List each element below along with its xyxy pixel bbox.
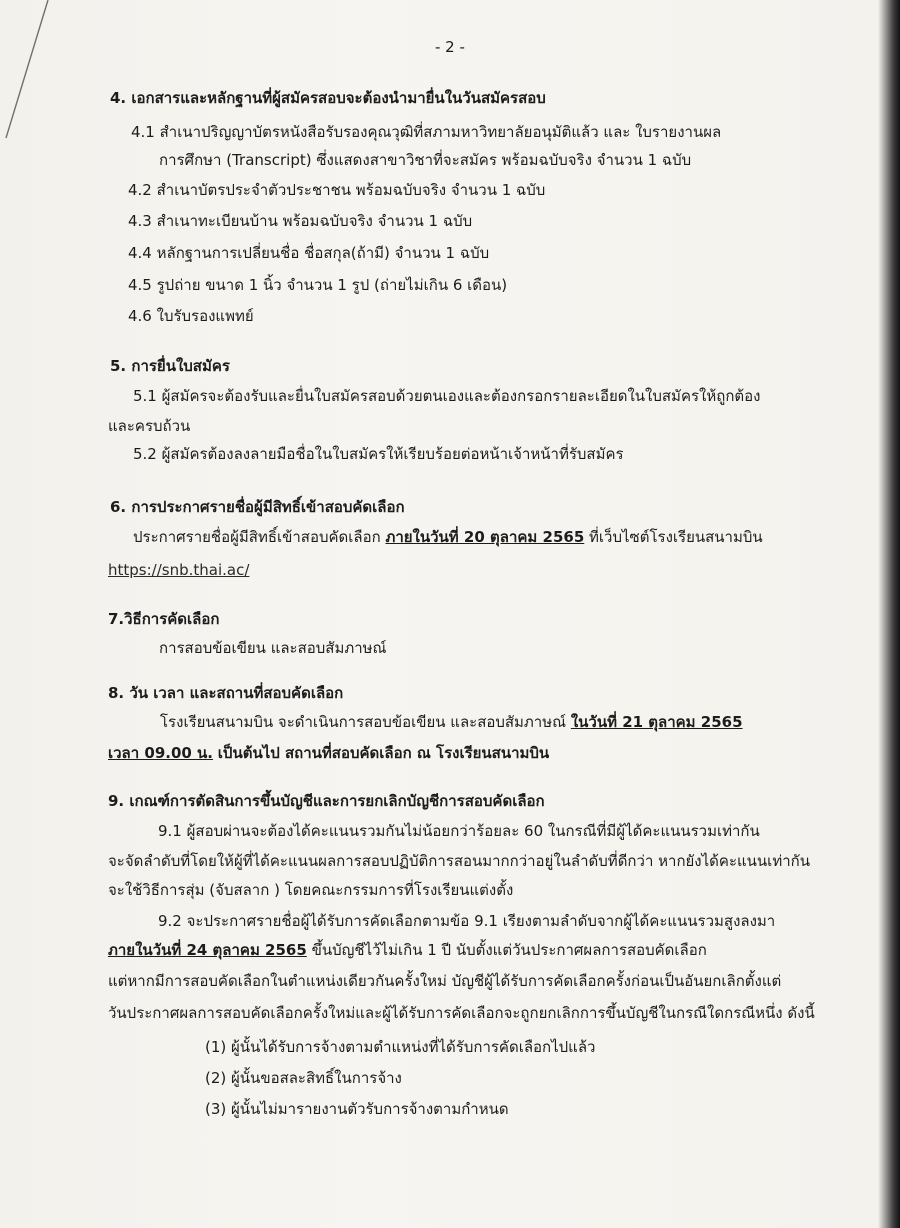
item-4-5: 4.5 รูปถ่าย ขนาด 1 นิ้ว จำนวน 1 รูป (ถ่ายไม่เกิน 6 เดือน) xyxy=(128,276,508,294)
list-date: ภายในวันที่ 24 ตุลาคม 2565 xyxy=(108,941,307,959)
item-4-3: 4.3 สำเนาทะเบียนบ้าน พร้อมฉบับจริง จำนวน 1 ฉบับ xyxy=(128,212,473,230)
cancel-condition-3: (3) ผู้นั้นไม่มารายงานตัวรับการจ้างตามกำหนด xyxy=(205,1100,509,1118)
item-9-1-line-1: 9.1 ผู้สอบผ่านจะต้องได้คะแนนรวมกันไม่น้อยกว่าร้อยละ 60 ในกรณีที่มีผู้ได้คะแนนรวมเท่ากัน xyxy=(158,822,760,840)
exam-date: ในวันที่ 21 ตุลาคม 2565 xyxy=(570,713,743,731)
exam-time: เวลา 09.00 น. xyxy=(108,744,214,762)
item-4-1-line-1: 4.1 สำเนาปริญญาบัตรหนังสือรับรองคุณวุฒิที่สภามหาวิทยาลัยอนุมัติแล้ว และ ใบรายงานผล xyxy=(131,123,722,141)
selection-method: การสอบข้อเขียน และสอบสัมภาษณ์ xyxy=(159,639,387,657)
scan-shadow xyxy=(878,0,900,1228)
item-4-4: 4.4 หลักฐานการเปลี่ยนชื่อ ชื่อสกุล(ถ้ามี) จำนวน 1 ฉบับ xyxy=(128,244,490,262)
section-8-line-2 xyxy=(108,743,549,763)
item-9-1-line-3: จะใช้วิธีการสุ่ม (จับสลาก ) โดยคณะกรรมการที่โรงเรียนแต่งตั้ง xyxy=(108,881,514,899)
cancel-condition-1: (1) ผู้นั้นได้รับการจ้างตามตำแหน่งที่ได้รับการคัดเลือกไปแล้ว xyxy=(205,1038,596,1056)
section-8-heading: 8. วัน เวลา และสถานที่สอบคัดเลือก xyxy=(108,684,344,702)
section-8-line-1 xyxy=(160,712,743,732)
section-6-heading: 6. การประกาศรายชื่อผู้มีสิทธิ์เข้าสอบคัดเลือก xyxy=(110,498,405,516)
section-9-heading: 9. เกณฑ์การตัดสินการขึ้นบัญชีและการยกเลิกบัญชีการสอบคัดเลือก xyxy=(108,792,545,810)
item-4-2: 4.2 สำเนาบัตรประจำตัวประชาชน พร้อมฉบับจริง จำนวน 1 ฉบับ xyxy=(128,181,546,199)
item-5-1-line-1: 5.1 ผู้สมัครจะต้องรับและยื่นใบสมัครสอบด้วยตนเองและต้องกรอกรายละเอียดในใบสมัครให้ถูกต้อง xyxy=(133,387,761,405)
cancel-condition-2: (2) ผู้นั้นขอสละสิทธิ์ในการจ้าง xyxy=(205,1069,402,1087)
page-number: - 2 - xyxy=(435,38,465,56)
announcement-date: ภายในวันที่ 20 ตุลาคม 2565 xyxy=(385,528,585,546)
list-validity: ขึ้นบัญชีไว้ไม่เกิน 1 ปี นับตั้งแต่วันประกาศผลการสอบคัดเลือก xyxy=(311,941,707,959)
item-9-2-line-4: วันประกาศผลการสอบคัดเลือกครั้งใหม่และผู้ได้รับการคัดเลือกจะถูกยกเลิกการขึ้นบัญชีในกรณีใดกรณีหนึ่ง ดังนี้ xyxy=(108,1004,815,1022)
item-5-1-line-2: และครบถ้วน xyxy=(108,417,191,435)
school-website-link[interactable]: https://snb.thai.ac/ xyxy=(108,561,250,579)
exam-description: โรงเรียนสนามบิน จะดำเนินการสอบข้อเขียน และสอบสัมภาษณ์ xyxy=(160,713,567,731)
item-4-6: 4.6 ใบรับรองแพทย์ xyxy=(128,307,254,325)
item-9-2-line-2 xyxy=(108,940,707,960)
item-5-2: 5.2 ผู้สมัครต้องลงลายมือชื่อในใบสมัครให้เรียบร้อยต่อหน้าเจ้าหน้าที่รับสมัคร xyxy=(133,445,624,463)
section-6-text xyxy=(133,527,763,547)
announcement-text: ประกาศรายชื่อผู้มีสิทธิ์เข้าสอบคัดเลือก xyxy=(133,528,381,546)
item-9-2-line-3: แต่หากมีการสอบคัดเลือกในตำแหน่งเดียวกันครั้งใหม่ บัญชีผู้ได้รับการคัดเลือกครั้งก่อนเป็นอันยกเลิกตั้งแต่ xyxy=(108,972,782,990)
section-4-heading: 4. เอกสารและหลักฐานที่ผู้สมัครสอบจะต้องนำมายื่นในวันสมัครสอบ xyxy=(110,89,546,107)
item-4-1-line-2: การศึกษา (Transcript) ซึ่งแสดงสาขาวิชาที่จะสมัคร พร้อมฉบับจริง จำนวน 1 ฉบับ xyxy=(159,151,692,169)
item-9-1-line-2: จะจัดลำดับที่โดยให้ผู้ที่ได้คะแนนผลการสอบปฏิบัติการสอนมากกว่าอยู่ในลำดับที่ดีกว่า หากยังได้คะแนนเท่ากัน xyxy=(108,852,810,870)
exam-location: เป็นต้นไป สถานที่สอบคัดเลือก ณ โรงเรียนสนามบิน xyxy=(217,744,550,762)
section-7-heading: 7.วิธีการคัดเลือก xyxy=(108,610,220,628)
announcement-location: ที่เว็บไซต์โรงเรียนสนามบิน xyxy=(589,528,763,546)
item-9-2-line-1: 9.2 จะประกาศรายชื่อผู้ได้รับการคัดเลือกตามข้อ 9.1 เรียงตามลำดับจากผู้ได้คะแนนรวมสูงลงมา xyxy=(158,912,776,930)
section-5-heading: 5. การยื่นใบสมัคร xyxy=(110,357,230,375)
